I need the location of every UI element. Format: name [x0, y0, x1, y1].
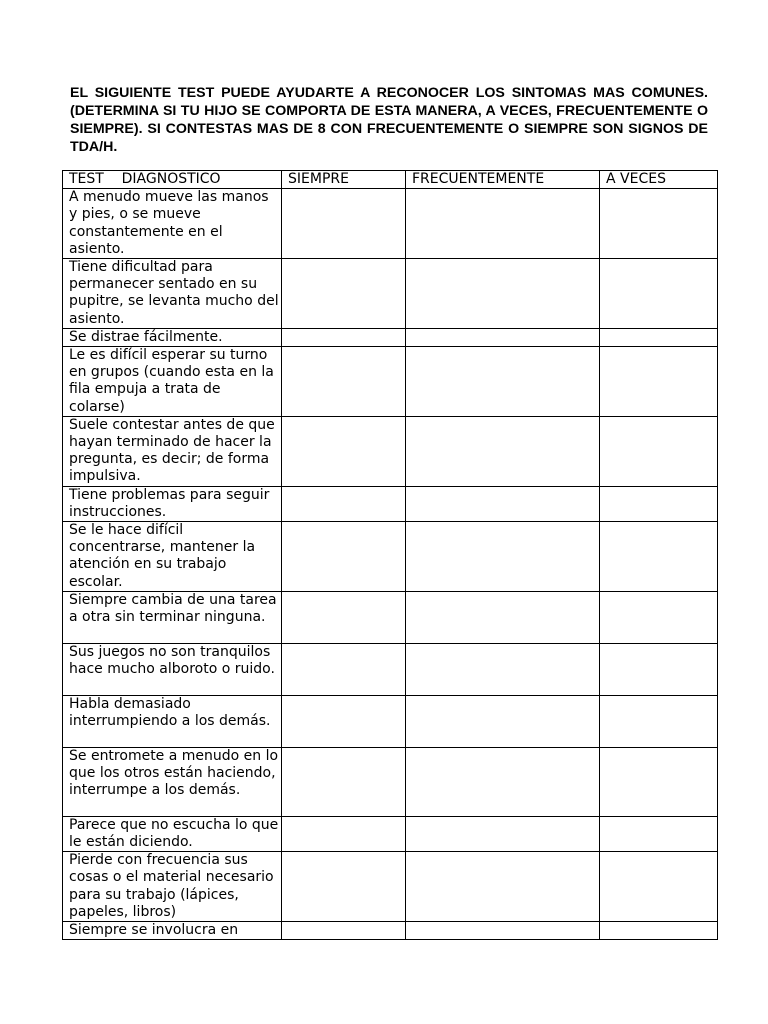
answer-cell-frecuentemente[interactable]	[406, 695, 600, 747]
question-text: Habla demasiado interrumpiendo a los demás.	[63, 695, 282, 747]
answer-cell-a-veces[interactable]	[600, 695, 718, 747]
answer-cell-frecuentemente[interactable]	[406, 816, 600, 851]
answer-cell-frecuentemente[interactable]	[406, 852, 600, 922]
answer-cell-a-veces[interactable]	[600, 643, 718, 695]
answer-cell-siempre[interactable]	[282, 747, 406, 816]
table-row	[63, 486, 718, 521]
table-row	[63, 643, 718, 695]
answer-cell-frecuentemente[interactable]	[406, 522, 600, 592]
instructions-paragraph: EL SIGUIENTE TEST PUEDE AYUDARTE A RECONOCER LOS SINTOMAS MAS COMUNES. (DETERMINA SI TU HIJO SE COMPORTA DE ESTA MANERA, A VECES, FRECUENTEMENTE O SIEMPRE). SI CONTESTAS MAS DE 8 CON FRECUENTEMENTE O SIEMPRE SON SIGNOS DE TDA/H.	[70, 85, 708, 155]
answer-cell-frecuentemente[interactable]	[406, 189, 600, 259]
table-header-row	[63, 171, 718, 189]
answer-cell-frecuentemente[interactable]	[406, 591, 600, 643]
answer-cell-a-veces[interactable]	[600, 816, 718, 851]
answer-cell-a-veces[interactable]	[600, 416, 718, 486]
answer-cell-frecuentemente[interactable]	[406, 347, 600, 417]
answer-cell-frecuentemente[interactable]	[406, 747, 600, 816]
answer-cell-a-veces[interactable]	[600, 852, 718, 922]
table-row	[63, 816, 718, 851]
answer-cell-siempre[interactable]	[282, 591, 406, 643]
table-row	[63, 259, 718, 329]
answer-cell-siempre[interactable]	[282, 522, 406, 592]
table-row	[63, 522, 718, 592]
answer-cell-frecuentemente[interactable]	[406, 416, 600, 486]
question-text: Sus juegos no son tranquilos hace mucho alboroto o ruido.	[63, 643, 282, 695]
table-row	[63, 189, 718, 259]
answer-cell-siempre[interactable]	[282, 259, 406, 329]
answer-cell-siempre[interactable]	[282, 189, 406, 259]
header-siempre: SIEMPRE	[282, 171, 406, 189]
answer-cell-siempre[interactable]	[282, 695, 406, 747]
answer-cell-a-veces[interactable]	[600, 922, 718, 940]
answer-cell-a-veces[interactable]	[600, 591, 718, 643]
answer-cell-frecuentemente[interactable]	[406, 328, 600, 346]
table-row	[63, 852, 718, 922]
answer-cell-siempre[interactable]	[282, 643, 406, 695]
answer-cell-siempre[interactable]	[282, 852, 406, 922]
answer-cell-siempre[interactable]	[282, 328, 406, 346]
header-frecuentemente: FRECUENTEMENTE	[406, 171, 600, 189]
table-row	[63, 591, 718, 643]
table-row	[63, 747, 718, 816]
table-row	[63, 922, 718, 940]
question-text: Siempre se involucra en	[63, 922, 282, 940]
answer-cell-a-veces[interactable]	[600, 522, 718, 592]
table-row	[63, 695, 718, 747]
answer-cell-a-veces[interactable]	[600, 747, 718, 816]
answer-cell-a-veces[interactable]	[600, 259, 718, 329]
answer-cell-siempre[interactable]	[282, 816, 406, 851]
answer-cell-frecuentemente[interactable]	[406, 259, 600, 329]
header-a-veces: A VECES	[600, 171, 718, 189]
table-row	[63, 347, 718, 417]
question-text: Siempre cambia de una tarea a otra sin terminar ninguna.	[63, 591, 282, 643]
answer-cell-siempre[interactable]	[282, 347, 406, 417]
table-row	[63, 416, 718, 486]
question-text: Tiene dificultad para permanecer sentado en su pupitre, se levanta mucho del asiento.	[63, 259, 282, 329]
answer-cell-frecuentemente[interactable]	[406, 486, 600, 521]
answer-cell-siempre[interactable]	[282, 486, 406, 521]
diagnostic-test-table	[62, 170, 718, 940]
question-text: Se distrae fácilmente.	[63, 328, 282, 346]
answer-cell-a-veces[interactable]	[600, 347, 718, 417]
question-text: Tiene problemas para seguir instrucciones.	[63, 486, 282, 521]
question-text: Pierde con frecuencia sus cosas o el material necesario para su trabajo (lápices, papeles, libros)	[63, 852, 282, 922]
answer-cell-siempre[interactable]	[282, 416, 406, 486]
header-test-diagnostico: TEST DIAGNOSTICO	[63, 171, 282, 189]
answer-cell-a-veces[interactable]	[600, 189, 718, 259]
answer-cell-siempre[interactable]	[282, 922, 406, 940]
answer-cell-a-veces[interactable]	[600, 486, 718, 521]
question-text: Suele contestar antes de que hayan terminado de hacer la pregunta, es decir; de forma impulsiva.	[63, 416, 282, 486]
answer-cell-frecuentemente[interactable]	[406, 643, 600, 695]
answer-cell-a-veces[interactable]	[600, 328, 718, 346]
question-text: Parece que no escucha lo que le están diciendo.	[63, 816, 282, 851]
question-text: Se entromete a menudo en lo que los otros están haciendo, interrumpe a los demás.	[63, 747, 282, 816]
table-row	[63, 328, 718, 346]
question-text: Se le hace difícil concentrarse, mantener la atención en su trabajo escolar.	[63, 522, 282, 592]
question-text: Le es difícil esperar su turno en grupos (cuando esta en la fila empuja a trata de colarse)	[63, 347, 282, 417]
answer-cell-frecuentemente[interactable]	[406, 922, 600, 940]
question-text: A menudo mueve las manos y pies, o se mueve constantemente en el asiento.	[63, 189, 282, 259]
